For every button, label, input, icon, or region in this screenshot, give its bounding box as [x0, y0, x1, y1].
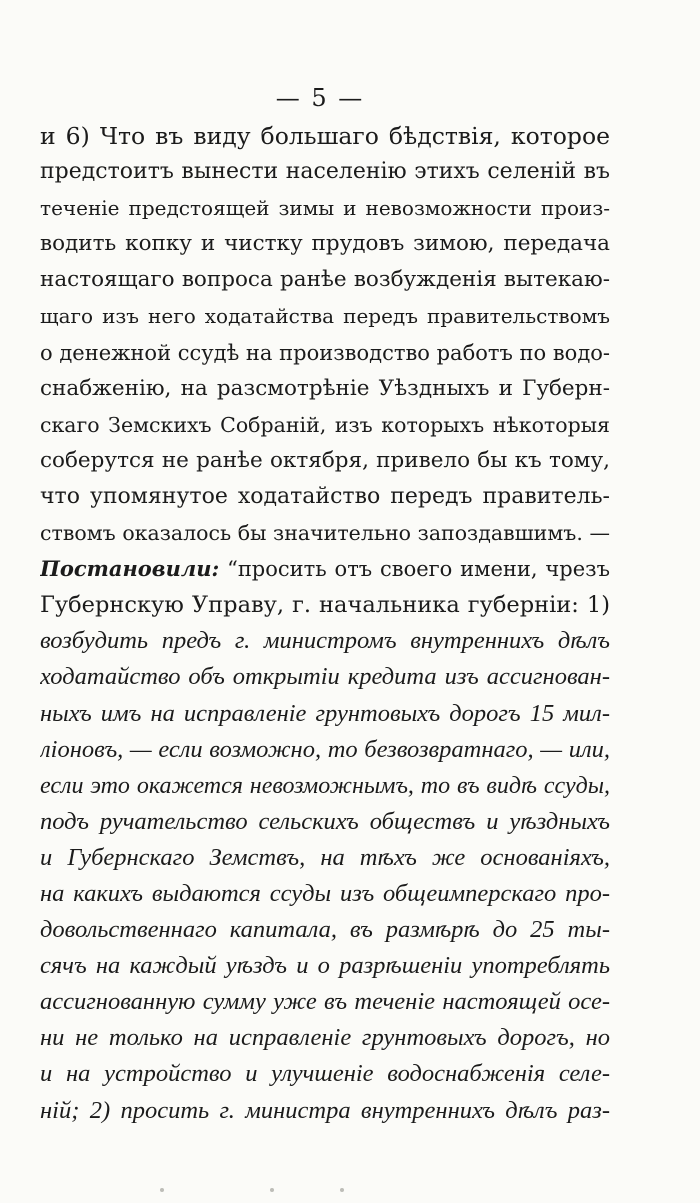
text-line-11: что упомянутое ходатайство передъ правитель-	[40, 483, 610, 509]
italic-line-11: ассигнованную сумму уже въ теченіе настоящей осе-	[40, 988, 610, 1016]
text-line-2: предстоитъ вынести населенію этихъ селеній въ	[40, 159, 610, 185]
text-line-5: настоящаго вопроса ранѣе возбужденія вытекаю-	[40, 267, 610, 293]
body-text	[40, 118, 610, 1129]
italic-line-12: ни не только на исправленіе грунтовыхъ дорогъ, но	[40, 1024, 610, 1052]
text-line-7: о денежной ссудѣ на производство работъ по водо-	[40, 340, 610, 365]
resolution-rest: “просить отъ своего имени, чрезъ	[227, 557, 610, 582]
italic-line-8: на какихъ выдаются ссуды изъ общеимперскаго про-	[40, 879, 610, 907]
italic-line-3: ныхъ имъ на исправленіе грунтовыхъ дорогъ 15 мил-	[40, 699, 610, 727]
text-line-8: снабженію, на разсмотрѣніе Уѣздныхъ и Губерн-	[40, 375, 610, 401]
scan-bottom-marks	[150, 1188, 450, 1194]
text-line-1: и 6) Что въ виду большаго бѣдствія, которое	[40, 122, 610, 150]
last-line: ній; 2) просить г. министра внутреннихъ дѣлъ раз-	[40, 1096, 610, 1124]
text-line-9: скаго Земскихъ Собраній, изъ которыхъ нѣкоторыя	[40, 412, 610, 437]
text-line-4: водить копку и чистку прудовъ зимою, передача	[40, 231, 610, 257]
scan-speck	[270, 1188, 274, 1192]
text-line-10: соберутся не ранѣе октября, привело бы къ тому,	[40, 447, 610, 473]
resolution-line	[40, 551, 610, 587]
italic-line-1: возбудить предъ г. министромъ внутреннихъ дѣлъ	[40, 627, 610, 655]
text-line-3: теченіе предстоящей зимы и невозможности произ-	[40, 196, 610, 221]
resolution-lead: Постановили:	[40, 556, 220, 582]
italic-line-7: и Губернскаго Земствъ, на тѣхъ же основаніяхъ,	[40, 843, 610, 871]
italic-line-10: сячъ на каждый уѣздъ и о разрѣшеніи употреблять	[40, 952, 610, 980]
text-line-6: щаго изъ него ходатайства передъ правительствомъ	[40, 304, 610, 329]
text-line-12: ствомъ оказалось бы значительно запоздавшимъ. —	[40, 521, 610, 546]
italic-line-4: ліоновъ, — если возможно, то безвозвратнаго, — или,	[40, 735, 610, 763]
italic-line-2: ходатайство объ открытіи кредита изъ ассигнован-	[40, 663, 610, 691]
scan-speck	[160, 1188, 164, 1192]
italic-line-5: если это окажется невозможнымъ, то въ видѣ ссуды,	[40, 772, 610, 799]
text-line-14: Губернскую Управу, г. начальника губерніи: 1)	[40, 592, 610, 619]
scan-speck	[340, 1188, 344, 1192]
page-number: — 5 —	[275, 84, 365, 112]
italic-line-9: довольственнаго капитала, въ размѣрѣ до 25 ты-	[40, 916, 610, 944]
italic-line-6: подъ ручательство сельскихъ обществъ и уѣздныхъ	[40, 807, 610, 835]
italic-line-13: и на устройство и улучшеніе водоснабженія селе-	[40, 1060, 610, 1088]
